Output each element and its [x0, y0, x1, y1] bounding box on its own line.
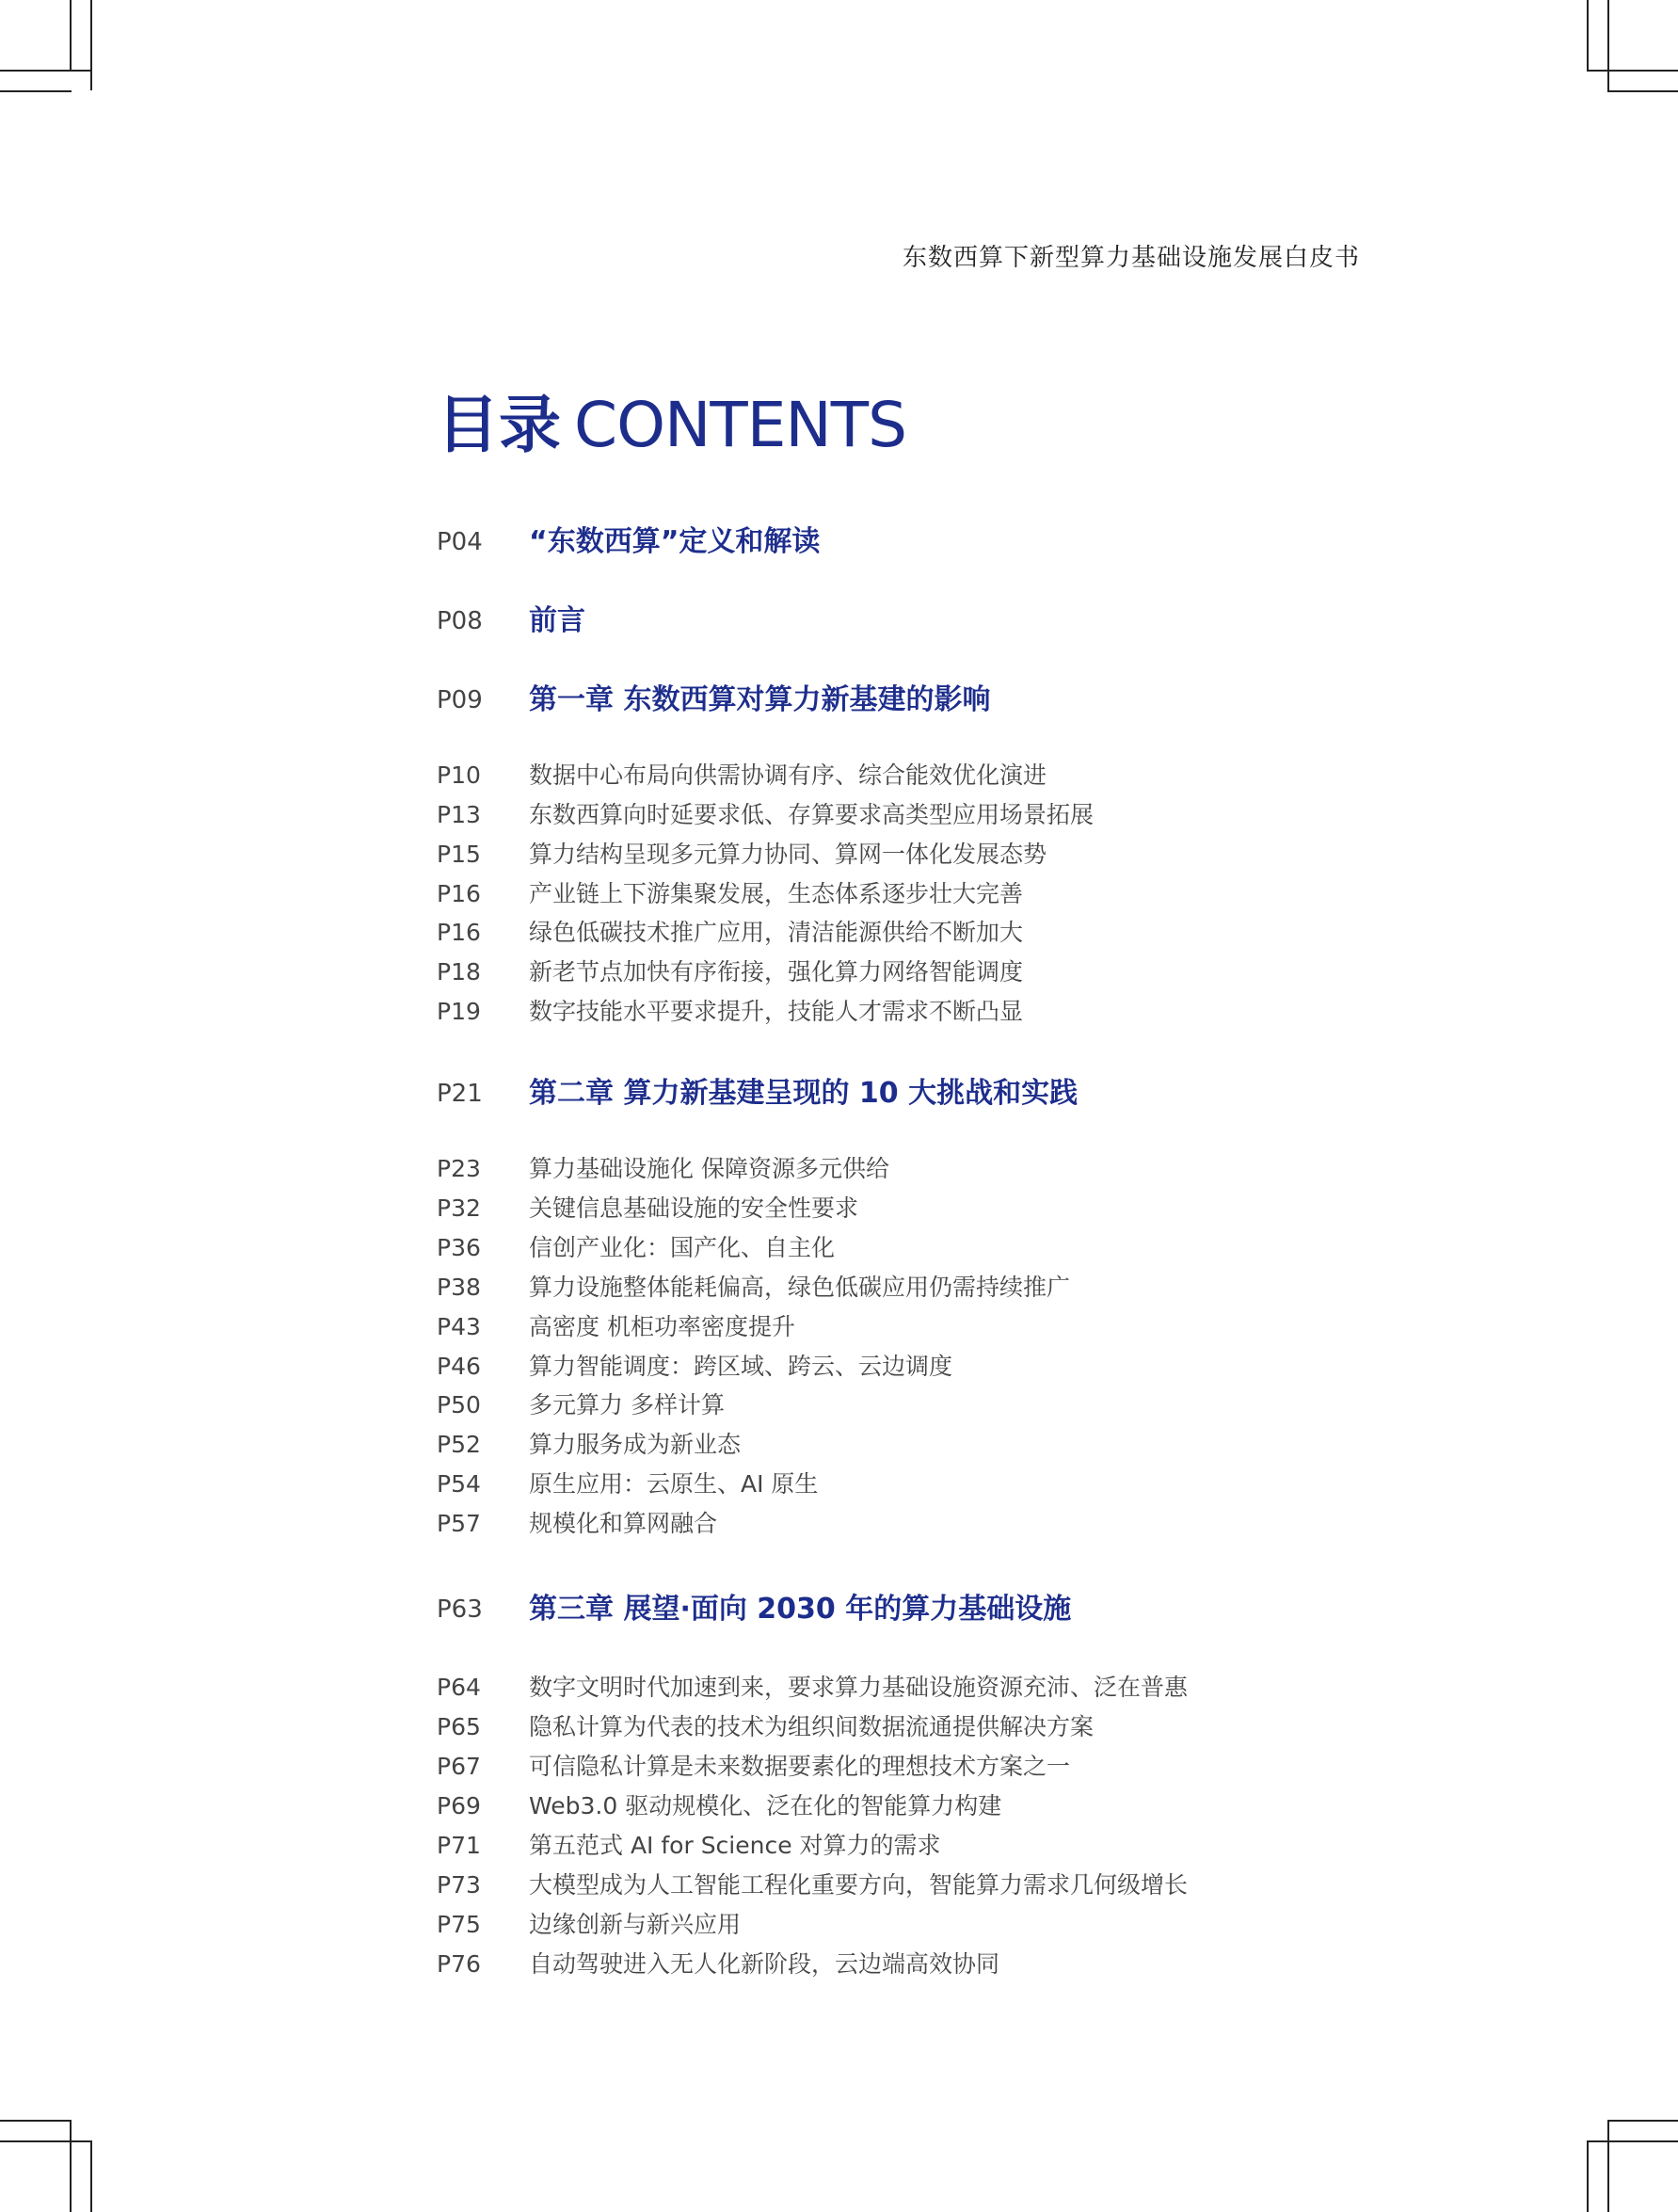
crop-mark-top-right-h: [1587, 70, 1678, 72]
toc-title: [437, 388, 906, 463]
toc-page-number: P21: [437, 1080, 483, 1108]
crop-mark-bottom-right-v2: [1607, 2120, 1609, 2212]
toc-page-number: P65: [437, 1713, 481, 1740]
toc-entry-label: 可信隐私计算是未来数据要素化的理想技术方案之一: [529, 1753, 1071, 1780]
toc-page-number: P19: [437, 998, 481, 1025]
toc-entry-label: 前言: [529, 604, 585, 637]
toc-entry-label: 原生应用：云原生、AI 原生: [529, 1470, 819, 1498]
toc-page-number: P16: [437, 880, 481, 907]
toc-page-number: P18: [437, 958, 481, 986]
toc-entry-label: 产业链上下游集聚发展，生态体系逐步壮大完善: [529, 880, 1024, 907]
toc-entry-label: 数据中心布局向供需协调有序、综合能效优化演进: [529, 761, 1047, 789]
toc-entry-label: 自动驾驶进入无人化新阶段，云边端高效协同: [529, 1950, 1000, 1978]
toc-page-number: P23: [437, 1155, 481, 1182]
toc-page-number: P71: [437, 1832, 481, 1859]
crop-mark-bottom-left-v2: [90, 2140, 92, 2212]
toc-entry-label: 第三章 展望·面向 2030 年的算力基础设施: [529, 1593, 1072, 1626]
toc-page-number: P46: [437, 1353, 481, 1380]
toc-entry-label: 边缘创新与新兴应用: [529, 1911, 742, 1938]
toc-page-number: P36: [437, 1234, 481, 1261]
crop-mark-bottom-right-h: [1587, 2140, 1678, 2142]
toc-entry-label: 规模化和算网融合: [529, 1510, 718, 1537]
toc-page-number: P32: [437, 1194, 481, 1222]
toc-page-number: P76: [437, 1950, 481, 1978]
crop-mark-top-left-h: [0, 90, 72, 92]
crop-mark-top-right-v2: [1607, 0, 1609, 92]
toc-page-number: P67: [437, 1753, 481, 1780]
toc-entry-label: 高密度 机柜功率密度提升: [529, 1313, 795, 1340]
toc-page-number: P50: [437, 1391, 481, 1419]
toc-entry-label: 信创产业化：国产化、自主化: [529, 1234, 836, 1261]
toc-page-number: P54: [437, 1470, 481, 1498]
crop-mark-top-right-h2: [1607, 90, 1678, 92]
toc-entry-label: 关键信息基础设施的安全性要求: [529, 1194, 859, 1222]
toc-page-number: P38: [437, 1274, 481, 1301]
crop-mark-bottom-left-h: [0, 2120, 72, 2122]
toc-page-number: P16: [437, 919, 481, 946]
running-header: 东数西算下新型算力基础设施发展白皮书: [902, 244, 1360, 272]
toc-page-number: P15: [437, 841, 481, 868]
toc-entry-label: 算力设施整体能耗偏高，绿色低碳应用仍需持续推广: [529, 1274, 1071, 1301]
crop-mark-bottom-right-h2: [1607, 2120, 1678, 2122]
toc-page-number: P08: [437, 607, 483, 635]
toc-page-number: P09: [437, 686, 483, 714]
crop-mark-top-left-v2: [70, 0, 72, 72]
toc-entry-label: 算力结构呈现多元算力协同、算网一体化发展态势: [529, 841, 1047, 868]
toc-page-number: P10: [437, 761, 481, 789]
toc-entry-label: 算力基础设施化 保障资源多元供给: [529, 1155, 889, 1182]
crop-mark-top-left-v: [90, 0, 92, 90]
crop-mark-bottom-right-v: [1587, 2140, 1589, 2212]
toc-page-number: P63: [437, 1595, 483, 1624]
crop-mark-bottom-left-v: [70, 2120, 72, 2212]
toc-page-number: P75: [437, 1911, 481, 1938]
crop-mark-top-right-v: [1587, 0, 1589, 72]
toc-entry-label: 东数西算向时延要求低、存算要求高类型应用场景拓展: [529, 801, 1095, 828]
toc-page-number: P13: [437, 801, 481, 828]
toc-entry-label: 算力服务成为新业态: [529, 1431, 742, 1458]
toc-page-number: P57: [437, 1510, 481, 1537]
toc-title-zh: 目录: [437, 389, 561, 461]
toc-entry-label: 多元算力 多样计算: [529, 1391, 725, 1419]
toc-title-en: CONTENTS: [574, 389, 907, 461]
toc-page-number: P64: [437, 1674, 481, 1701]
toc-entry-label: 第五范式 AI for Science 对算力的需求: [529, 1832, 941, 1859]
toc-entry-label: Web3.0 驱动规模化、泛在化的智能算力构建: [529, 1792, 1002, 1819]
toc-entry-label: 数字技能水平要求提升，技能人才需求不断凸显: [529, 998, 1024, 1025]
toc-page-number: P43: [437, 1313, 481, 1340]
toc-entry-label: 大模型成为人工智能工程化重要方向，智能算力需求几何级增长: [529, 1871, 1189, 1899]
toc-entry-label: “东数西算”定义和解读: [529, 525, 821, 558]
toc-entry-label: 数字文明时代加速到来，要求算力基础设施资源充沛、泛在普惠: [529, 1674, 1189, 1701]
toc-entry-label: 隐私计算为代表的技术为组织间数据流通提供解决方案: [529, 1713, 1095, 1740]
toc-page-number: P73: [437, 1871, 481, 1899]
toc-page-number: P69: [437, 1792, 481, 1819]
crop-mark-bottom-left-h2: [0, 2140, 92, 2142]
toc-entry-label: 第一章 东数西算对算力新基建的影响: [529, 683, 991, 716]
toc-entry-label: 第二章 算力新基建呈现的 10 大挑战和实践: [529, 1077, 1079, 1110]
toc-entry-label: 绿色低碳技术推广应用，清洁能源供给不断加大: [529, 919, 1024, 946]
toc-page-number: P04: [437, 528, 483, 556]
crop-mark-top-left-h2: [0, 70, 92, 72]
toc-entry-label: 算力智能调度：跨区域、跨云、云边调度: [529, 1353, 953, 1380]
toc-entry-label: 新老节点加快有序衔接，强化算力网络智能调度: [529, 958, 1024, 986]
toc-page-number: P52: [437, 1431, 481, 1458]
